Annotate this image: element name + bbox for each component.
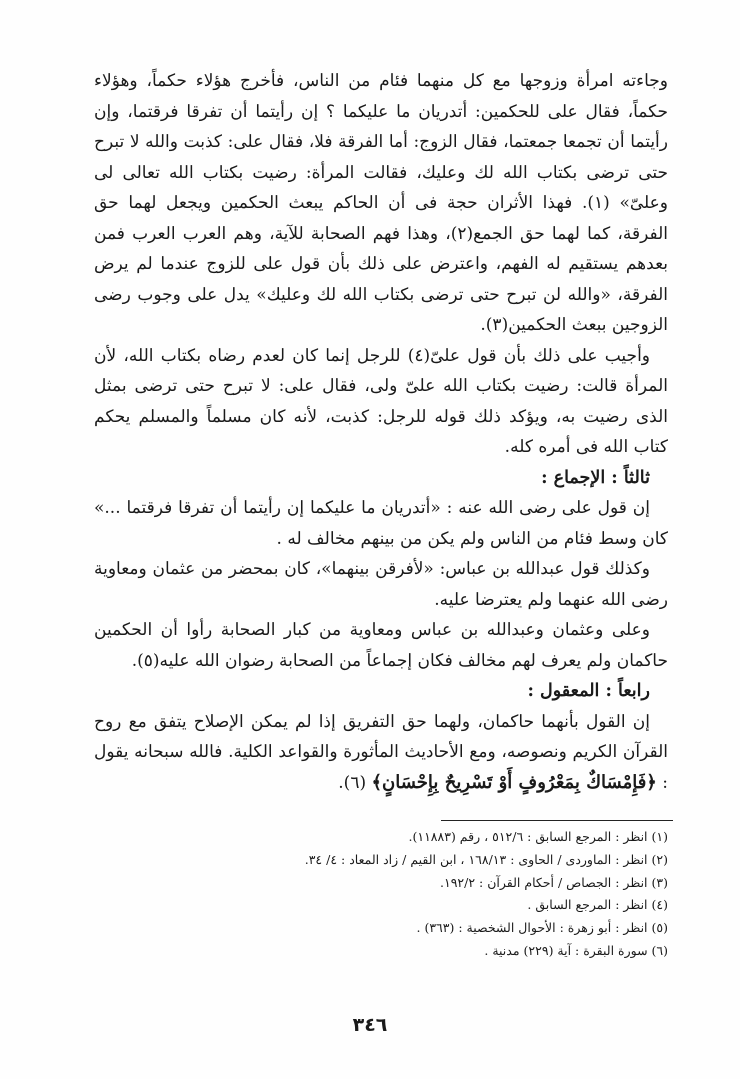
paragraph-6-end: (٦). bbox=[338, 772, 372, 793]
footnote-1: (١) انظر : المرجع السابق : ٥١٢/٦ ، رقم (١١٨٨٣). bbox=[408, 829, 668, 844]
paragraph-2: وأجيب على ذلك بأن قول علىّ(٤) للرجل إنما كان لعدم رضاه بكتاب الله، لأن المرأة قالت: رضيت بكتاب الله علىّ ولى، فقال على: لا تبرح حتى ترضى بمثل الذى رضيت به، ويؤكد ذلك قوله للرجل: كذبت، لأنه كان مسلماً والمسلم يحكم كتاب الله فى أمره كله. bbox=[94, 345, 668, 457]
paragraph-3: إن قول على رضى الله عنه : «أتدريان ما عليكما إن رأيتما أن تفرقا فرقتما ...» كان وسط فئام من الناس ولم يكن من بينهم مخالف له . bbox=[94, 498, 668, 549]
main-text bbox=[94, 66, 668, 798]
footnote-2: (٢) انظر : الماوردى / الحاوى : ١٦٨/١٣ ، ابن القيم / زاد المعاد : ٤/ ٣٤. bbox=[304, 851, 668, 867]
footnote-4: (٤) انظر : المرجع السابق . bbox=[527, 897, 668, 913]
paragraph-4: وكذلك قول عبدالله بن عباس: «لأفرقن بينهما»، كان بمحضر من عثمان ومعاوية رضى الله عنهما ولم يعترضا عليه. bbox=[94, 559, 668, 610]
footnote-separator bbox=[441, 820, 673, 821]
footnote-5: (٥) انظر : أبو زهرة : الأحوال الشخصية : (٣٦٣) . bbox=[416, 920, 668, 936]
quran-verse: ﴿فَإِمْسَاكٌ بِمَعْرُوفٍ أَوْ تَسْرِيحٌ بِإِحْسَانٍ﴾ bbox=[371, 771, 657, 793]
paragraph-6 bbox=[94, 707, 668, 799]
paragraph-1: وجاءته امرأة وزوجها مع كل منهما فئام من الناس، فأخرج هؤلاء حكماً، وهؤلاء حكماً، فقال على للحكمين: أتدريان ما عليكما ؟ إن رأيتما أن تفرقا فرقتما، وإن رأيتما أن تجمعا جمعتما، فقال الزوج: أما الفرقة فلا، فقال على: كذبت والله لا تبرح حتى ترضى بكتاب الله لك وعليك، فقالت المرأة: رضيت بكتاب الله تعالى لى وعلىّ» (١). فهذا الأثران حجة فى أن الحاكم يبعث الحكمين ويجعل لهما حق الفرقة، كما لهما حق الجمع(٢)، وهذا فهم الصحابة للآية، وهم العرب العرب فمن بعدهم يستقيم له الفهم، واعترض على ذلك بأن قول على للزوج عندما لم يرض الفرقة، «والله لن تبرح حتى ترضى بكتاب الله لك وعليك» يدل على وجوب رضى الزوجين ببعث الحكمين(٣). bbox=[94, 71, 668, 335]
paragraph-6-text: إن القول بأنهما حاكمان، ولهما حق التفريق إذا لم يمكن الإصلاح يتفق مع روح القرآن الكريم ونصوصه، ومع الأحاديث المأثورة والقواعد الكلية. فالله سبحانه يقول : bbox=[94, 711, 668, 793]
heading-reason: رابعاً : المعقول : bbox=[527, 681, 650, 701]
paragraph-5: وعلى وعثمان وعبدالله بن عباس ومعاوية من كبار الصحابة رأوا أن الحكمين حاكمان ولم يعرف لهم مخالف فكان إجماعاً من الصحابة رضوان الله عليه(٥). bbox=[94, 620, 668, 671]
page-number: ٣٤٦ bbox=[352, 1014, 388, 1036]
footnote-3: (٣) انظر : الجصاص / أحكام القرآن : ١٩٢/٢. bbox=[440, 874, 668, 890]
heading-consensus: ثالثاً : الإجماع : bbox=[541, 467, 650, 488]
footnote-6: (٦) سورة البقرة : آية (٢٢٩) مدنية . bbox=[484, 942, 668, 958]
footnotes bbox=[94, 826, 668, 963]
